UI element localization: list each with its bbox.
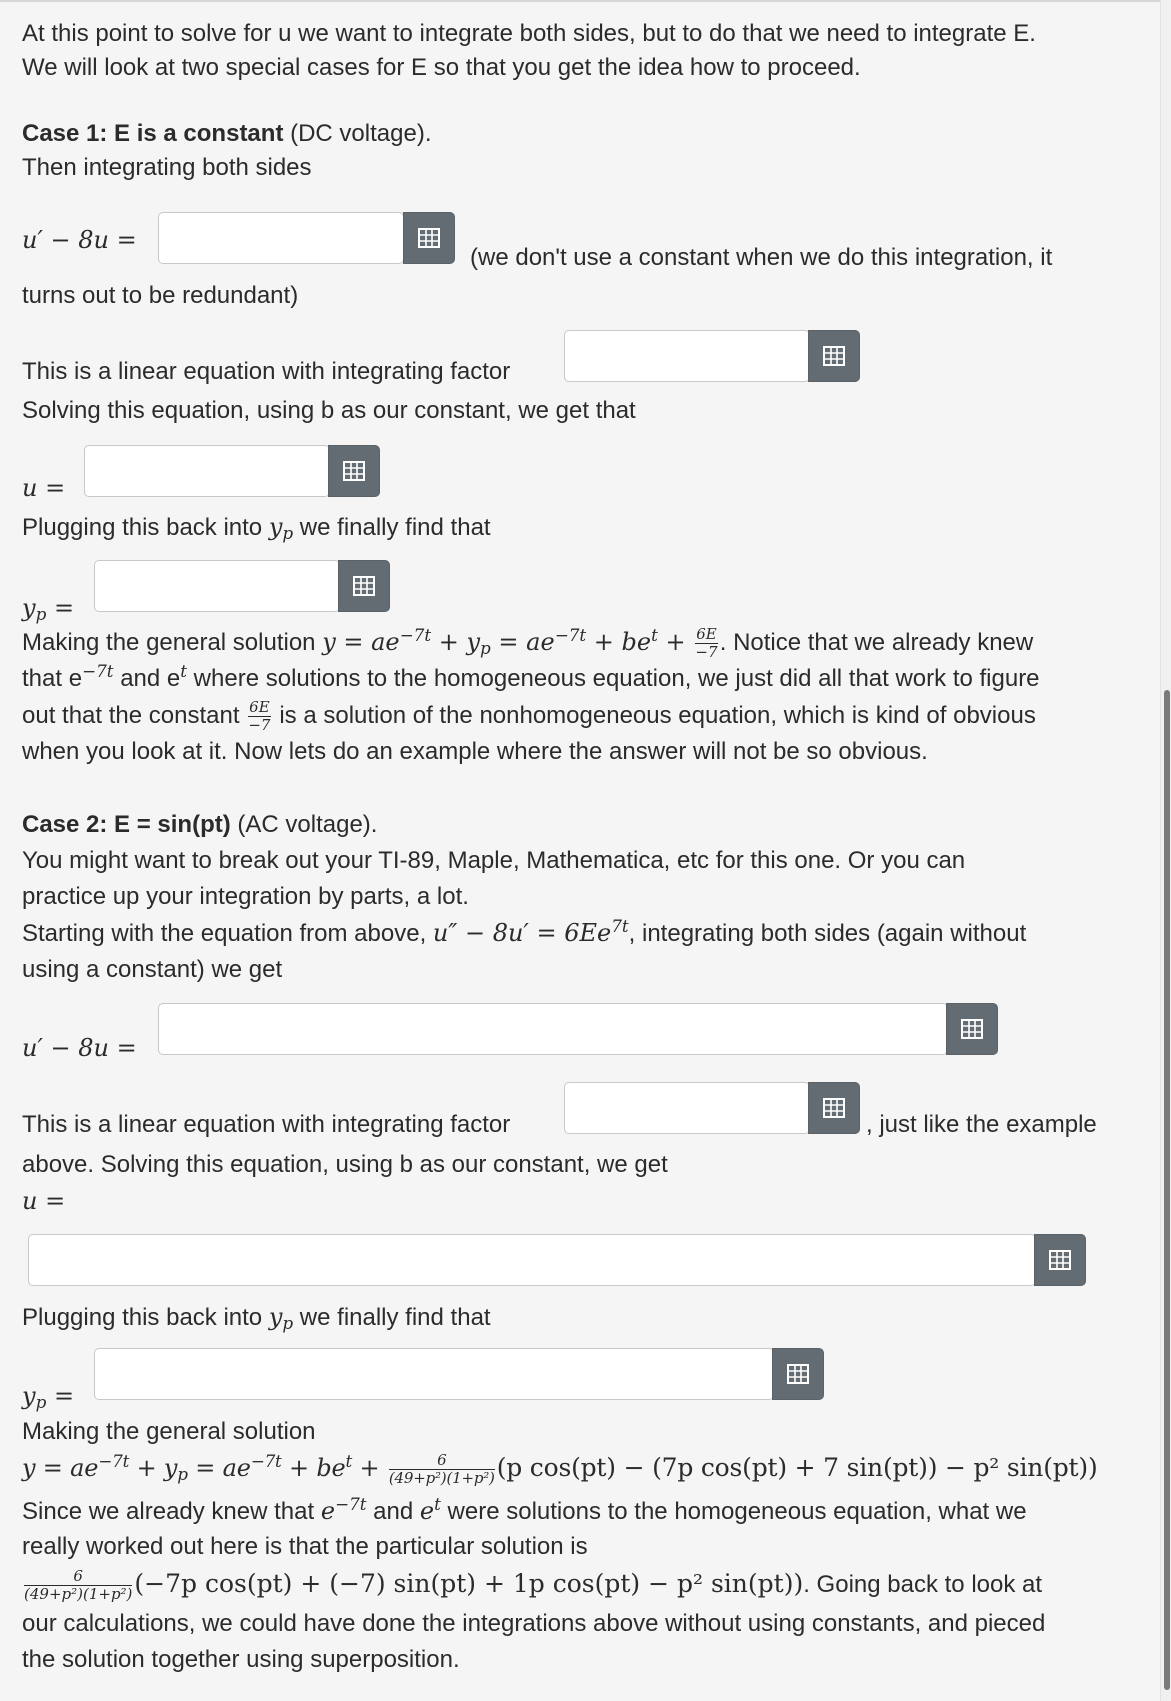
case2-line-4: using a constant) we get: [22, 956, 283, 983]
case1-u-lhs: u =: [22, 474, 66, 502]
case2-answer-3-input[interactable]: [29, 1235, 1035, 1285]
case2-answer-2[interactable]: [564, 1082, 810, 1134]
grid-icon: [343, 461, 365, 481]
case2-yp-lhs: $y_p$ =: [22, 1382, 75, 1413]
case2-plug-text: Plugging this back into $y_p$ we finally find that: [22, 1303, 491, 1334]
intro-line-1: At this point to solve for u we want to integrate both sides, but to do that we need to integrate E.: [22, 20, 1036, 47]
case2-grid-button-4[interactable]: [772, 1348, 824, 1400]
case2-heading-bold: Case 2: E = sin(pt): [22, 811, 231, 838]
case1-out-fraction: $\frac{6E}{-7}$: [248, 698, 271, 735]
case1-plug-yp-y: y: [268, 513, 283, 541]
case1-plug-text: [22, 509, 491, 546]
case2-together-line: the solution together using superposition.: [22, 1646, 460, 1673]
case2-line-3: Starting with the equation from above, $u'' - 8u' = 6Ee^{7t}$, integrating both sides (again without: [22, 915, 1027, 947]
case1-yp-lhs-eq: =: [53, 594, 75, 622]
case2-u-lhs: u =: [22, 1187, 66, 1215]
case1-answer-3-input[interactable]: [85, 446, 329, 496]
grid-icon: [1049, 1250, 1071, 1270]
grid-icon: [823, 346, 845, 366]
case2-answer-4[interactable]: [94, 1348, 774, 1400]
scrollbar[interactable]: [1160, 0, 1171, 1701]
case2-grid-button-3[interactable]: [1034, 1234, 1086, 1286]
case1-grid-button-3[interactable]: [328, 445, 380, 497]
case1-yp-lhs: [22, 590, 74, 626]
grid-icon: [353, 576, 375, 596]
case2-answer-1-input[interactable]: [159, 1004, 947, 1054]
case2-answer-1[interactable]: [158, 1003, 948, 1055]
case2-calc-line: our calculations, we could have done the integrations above without using constants, and pieced: [22, 1610, 1046, 1637]
case1-heading-bold: Case 1: E is a constant: [22, 120, 284, 147]
case1-that-line: that $e^{-7t}$ and $e^t$ where solutions to the homogeneous equation, we just did all that work to figure: [22, 660, 1040, 692]
case1-answer-2[interactable]: [564, 330, 810, 382]
case2-heading-rest: (AC voltage).: [230, 811, 378, 838]
case2-heading: [22, 807, 377, 843]
case1-general-post: . Notice that we already knew: [719, 629, 1034, 656]
case1-grid-button-2[interactable]: [808, 330, 860, 382]
case1-answer-3[interactable]: [84, 445, 330, 497]
case1-answer-1-input[interactable]: [159, 213, 403, 263]
case1-general-fraction: $\frac{6E}{-7}$: [695, 625, 718, 662]
case2-line-1: You might want to break out your TI-89, Maple, Mathematica, etc for this one. Or you can: [22, 847, 966, 874]
case1-answer-1[interactable]: [158, 212, 404, 264]
case1-yp-lhs-sub: p: [35, 604, 47, 625]
case1-eq1-note: (we don't use a constant when we do this integration, it: [470, 244, 1053, 271]
case2-particular-body: (−7p cos(pt) + (−7) sin(pt) + 1p cos(pt) − p² sin(pt)): [134, 1569, 804, 1598]
case2-answer-4-input[interactable]: [95, 1349, 773, 1399]
case2-eq-lhs: u′ − 8u =: [22, 1034, 137, 1062]
case1-general-pre: Making the general solution: [22, 629, 323, 656]
case1-grid-button-4[interactable]: [338, 560, 390, 612]
case2-linear-text: This is a linear equation with integrating factor: [22, 1111, 511, 1138]
grid-icon: [823, 1098, 845, 1118]
case1-yp-lhs-y: y: [22, 594, 36, 622]
scrollbar-thumb[interactable]: [1164, 690, 1170, 1690]
case2-line-3-eq: $u'' - 8u' = 6Ee^{7t}$: [432, 915, 629, 947]
case1-eq1-note-cont: turns out to be redundant): [22, 282, 299, 309]
case2-above-text: above. Solving this equation, using b as our constant, we get: [22, 1151, 668, 1178]
case2-general-eq: $y = ae^{-7t} + y_p = ae^{-7t} + be^t$ + $\frac{6}{\text{(49+p²)(1+p²)}}$ (p cos(pt) − (7p cos(pt) + 7 sin(pt)) − p² sin(pt)): [22, 1450, 1098, 1487]
grid-icon: [787, 1364, 809, 1384]
case2-grid-button-1[interactable]: [946, 1003, 998, 1055]
case2-particular-line: $\frac{6}{\text{(49+p²)(1+p²)}}$ (−7p cos(pt) + (−7) sin(pt) + 1p cos(pt) − p² sin(pt)). Going back to look at: [24, 1567, 1043, 1604]
case1-general-line: [22, 624, 1033, 661]
case1-answer-2-input[interactable]: [565, 331, 809, 381]
grid-icon: [418, 228, 440, 248]
case2-grid-button-2[interactable]: [808, 1082, 860, 1134]
case1-eq1-lhs: u′ − 8u =: [22, 226, 137, 254]
intro-line-2: We will look at two special cases for E so that you get the idea how to proceed.: [22, 54, 861, 81]
case2-plug-yp: $y_p$: [268, 1303, 294, 1334]
case1-solving-text: Solving this equation, using b as our constant, we get that: [22, 397, 636, 424]
case2-particular-fraction: $\frac{6}{\text{(49+p²)(1+p²)}}$: [24, 1567, 133, 1604]
case2-making: Making the general solution: [22, 1418, 316, 1445]
case1-when-line: when you look at it. Now lets do an example where the answer will not be so obvious.: [22, 738, 928, 765]
case1-linear-text: This is a linear equation with integrating factor: [22, 358, 511, 385]
case1-grid-button-1[interactable]: [403, 212, 455, 264]
case1-answer-4[interactable]: [94, 560, 340, 612]
case1-plug-yp-sub: p: [282, 523, 294, 544]
case1-plug-yp: [268, 513, 294, 544]
case2-answer-2-input[interactable]: [565, 1083, 809, 1133]
case2-general-fraction: $\frac{6}{\text{(49+p²)(1+p²)}}$: [388, 1451, 495, 1487]
case1-general-eq: $y = ae^{-7t} + y_p = ae^{-7t} + be^t$ +: [322, 624, 694, 659]
case2-line-2: practice up your integration by parts, a lot.: [22, 883, 469, 910]
case2-really-line: really worked out here is that the particular solution is: [22, 1533, 588, 1560]
case2-answer-3[interactable]: [28, 1234, 1036, 1286]
case1-answer-4-input[interactable]: [95, 561, 339, 611]
case1-then: Then integrating both sides: [22, 154, 312, 181]
top-border: [0, 0, 1160, 2]
case1-plug-post: we finally find that: [293, 514, 491, 541]
grid-icon: [961, 1019, 983, 1039]
case1-heading: [22, 116, 431, 152]
case1-heading-rest: (DC voltage).: [283, 120, 432, 147]
case2-general-body: (p cos(pt) − (7p cos(pt) + 7 sin(pt)) − p² sin(pt)): [496, 1453, 1098, 1482]
case1-plug-pre: Plugging this back into: [22, 514, 269, 541]
case2-linear-after: , just like the example: [866, 1111, 1097, 1138]
case2-since-line: Since we already knew that $e^{-7t}$ and $e^t$ were solutions to the homogeneous equation, what we: [22, 1493, 1027, 1525]
case1-out-line: out that the constant $\frac{6E}{-7}$ is a solution of the nonhomogeneous equation, which is kind of obvious: [22, 698, 1036, 735]
